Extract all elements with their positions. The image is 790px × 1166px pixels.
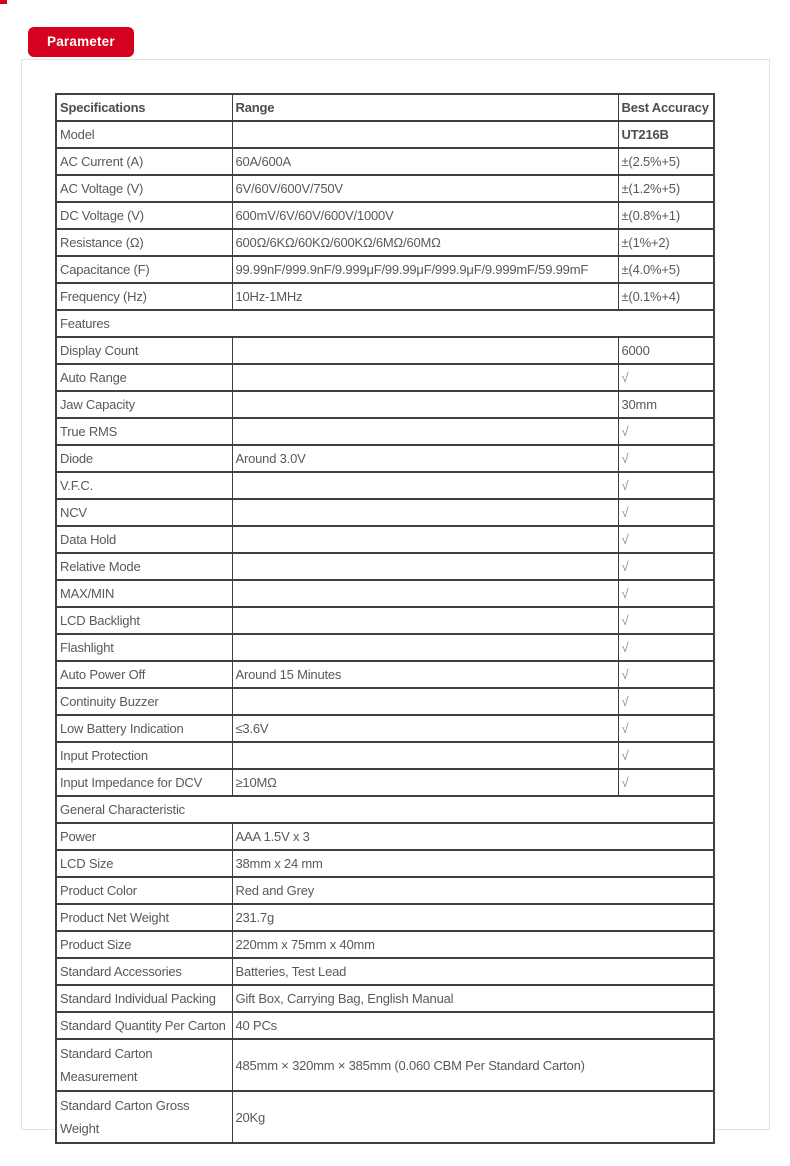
spec-label-line: Measurement — [60, 1069, 138, 1084]
spec-label-cell: Input Impedance for DCV — [56, 769, 232, 796]
accuracy-cell: √ — [618, 526, 714, 553]
spec-label-cell: MAX/MIN — [56, 580, 232, 607]
accuracy-cell: √ — [618, 472, 714, 499]
content-panel — [21, 59, 770, 1136]
table-row — [56, 931, 714, 958]
table-row — [56, 661, 714, 688]
range-cell — [232, 688, 618, 715]
spec-value-cell: 220mm x 75mm x 40mm — [232, 931, 714, 958]
table-row — [56, 553, 714, 580]
accuracy-cell: √ — [618, 553, 714, 580]
range-cell — [232, 526, 618, 553]
range-cell — [232, 634, 618, 661]
range-cell — [232, 553, 618, 580]
table-row — [56, 796, 714, 823]
range-cell: ≥10MΩ — [232, 769, 618, 796]
table-row — [56, 904, 714, 931]
spec-label-cell: AC Voltage (V) — [56, 175, 232, 202]
spec-value-cell: Red and Grey — [232, 877, 714, 904]
table-row — [56, 580, 714, 607]
spec-label-cell: Frequency (Hz) — [56, 283, 232, 310]
spec-label-cell: LCD Size — [56, 850, 232, 877]
spec-label-cell: Auto Power Off — [56, 661, 232, 688]
spec-label-cell: V.F.C. — [56, 472, 232, 499]
range-cell — [232, 580, 618, 607]
spec-label-cell: Low Battery Indication — [56, 715, 232, 742]
range-cell — [232, 391, 618, 418]
table-header-row — [56, 94, 714, 121]
table-row — [56, 121, 714, 148]
range-cell — [232, 607, 618, 634]
table-row — [56, 445, 714, 472]
spec-label-cell: Continuity Buzzer — [56, 688, 232, 715]
section-header-cell: Features — [56, 310, 714, 337]
table-row — [56, 499, 714, 526]
table-row — [56, 607, 714, 634]
range-cell: 600mV/6V/60V/600V/1000V — [232, 202, 618, 229]
accuracy-cell: √ — [618, 661, 714, 688]
spec-table-body — [56, 121, 714, 1143]
accuracy-cell: √ — [618, 499, 714, 526]
table-row — [56, 769, 714, 796]
spec-label-cell: Relative Mode — [56, 553, 232, 580]
table-row — [56, 742, 714, 769]
spec-label-cell: Diode — [56, 445, 232, 472]
table-row — [56, 958, 714, 985]
spec-value-cell: 38mm x 24 mm — [232, 850, 714, 877]
spec-value-cell: 40 PCs — [232, 1012, 714, 1039]
spec-label-line: Standard Carton — [60, 1046, 153, 1061]
spec-label-cell: Data Hold — [56, 526, 232, 553]
spec-value-cell: 485mm × 320mm × 385mm (0.060 CBM Per Standard Carton) — [232, 1039, 714, 1091]
accuracy-cell: √ — [618, 688, 714, 715]
range-cell — [232, 499, 618, 526]
spec-label-cell: Product Size — [56, 931, 232, 958]
accuracy-cell: √ — [618, 580, 714, 607]
spec-table — [55, 93, 715, 1144]
accuracy-cell: √ — [618, 364, 714, 391]
spec-label-cell: DC Voltage (V) — [56, 202, 232, 229]
table-row — [56, 472, 714, 499]
spec-label-cell: Model — [56, 121, 232, 148]
spec-label-cell: Input Protection — [56, 742, 232, 769]
table-row — [56, 850, 714, 877]
spec-label-cell: Display Count — [56, 337, 232, 364]
accuracy-cell: √ — [618, 634, 714, 661]
range-cell: 600Ω/6KΩ/60KΩ/600KΩ/6MΩ/60MΩ — [232, 229, 618, 256]
range-cell: Around 15 Minutes — [232, 661, 618, 688]
table-row — [56, 310, 714, 337]
table-row — [56, 823, 714, 850]
table-row — [56, 1012, 714, 1039]
accuracy-cell: √ — [618, 715, 714, 742]
spec-label-cell: Standard Quantity Per Carton — [56, 1012, 232, 1039]
accuracy-cell: √ — [618, 418, 714, 445]
table-row — [56, 391, 714, 418]
spec-value-cell: Batteries, Test Lead — [232, 958, 714, 985]
table-row — [56, 148, 714, 175]
accuracy-cell: ±(2.5%+5) — [618, 148, 714, 175]
table-row — [56, 202, 714, 229]
table-row — [56, 985, 714, 1012]
table-row — [56, 256, 714, 283]
accuracy-cell: ±(4.0%+5) — [618, 256, 714, 283]
table-row — [56, 418, 714, 445]
table-row — [56, 1039, 714, 1091]
accuracy-cell: ±(1.2%+5) — [618, 175, 714, 202]
accuracy-cell: √ — [618, 769, 714, 796]
section-header-cell: General Characteristic — [56, 796, 714, 823]
spec-label-cell — [56, 1091, 232, 1143]
spec-value-cell: AAA 1.5V x 3 — [232, 823, 714, 850]
spec-label-cell: Standard Accessories — [56, 958, 232, 985]
table-row — [56, 1091, 714, 1143]
table-row — [56, 634, 714, 661]
spec-label-cell: LCD Backlight — [56, 607, 232, 634]
spec-label-cell: Capacitance (F) — [56, 256, 232, 283]
table-row — [56, 715, 714, 742]
table-row — [56, 526, 714, 553]
spec-label-cell: Flashlight — [56, 634, 232, 661]
top-left-red-mark — [0, 0, 7, 4]
spec-label-cell: Auto Range — [56, 364, 232, 391]
range-cell: 60A/600A — [232, 148, 618, 175]
parameter-tab[interactable]: Parameter — [28, 27, 134, 57]
accuracy-cell: 30mm — [618, 391, 714, 418]
accuracy-cell: √ — [618, 445, 714, 472]
accuracy-cell: √ — [618, 607, 714, 634]
range-cell — [232, 121, 618, 148]
range-cell: ≤3.6V — [232, 715, 618, 742]
table-row — [56, 877, 714, 904]
range-cell: 10Hz-1MHz — [232, 283, 618, 310]
spec-label-cell: AC Current (A) — [56, 148, 232, 175]
spec-label-cell: Power — [56, 823, 232, 850]
accuracy-cell: 6000 — [618, 337, 714, 364]
spec-value-cell: Gift Box, Carrying Bag, English Manual — [232, 985, 714, 1012]
range-cell: 6V/60V/600V/750V — [232, 175, 618, 202]
spec-value-cell: 20Kg — [232, 1091, 714, 1143]
col-header-specifications: Specifications — [56, 94, 232, 121]
spec-label-cell — [56, 1039, 232, 1091]
spec-label-line: Weight — [60, 1121, 100, 1136]
range-cell: 99.99nF/999.9nF/9.999μF/99.99μF/999.9μF/9.999mF/59.99mF — [232, 256, 618, 283]
table-row — [56, 283, 714, 310]
table-row — [56, 175, 714, 202]
accuracy-cell: √ — [618, 742, 714, 769]
range-cell — [232, 418, 618, 445]
range-cell — [232, 742, 618, 769]
table-row — [56, 688, 714, 715]
accuracy-cell: ±(0.8%+1) — [618, 202, 714, 229]
range-cell — [232, 364, 618, 391]
spec-label-cell: True RMS — [56, 418, 232, 445]
spec-value-cell: 231.7g — [232, 904, 714, 931]
accuracy-cell: ±(1%+2) — [618, 229, 714, 256]
spec-label-cell: Product Color — [56, 877, 232, 904]
col-header-best-accuracy: Best Accuracy — [618, 94, 714, 121]
table-row — [56, 364, 714, 391]
table-row — [56, 337, 714, 364]
spec-label-line: Standard Carton Gross — [60, 1098, 190, 1113]
table-row — [56, 229, 714, 256]
spec-label-cell: Standard Individual Packing — [56, 985, 232, 1012]
accuracy-cell: UT216B — [618, 121, 714, 148]
range-cell — [232, 337, 618, 364]
accuracy-cell: ±(0.1%+4) — [618, 283, 714, 310]
range-cell — [232, 472, 618, 499]
spec-label-cell: Product Net Weight — [56, 904, 232, 931]
spec-label-cell: Resistance (Ω) — [56, 229, 232, 256]
col-header-range: Range — [232, 94, 618, 121]
spec-label-cell: NCV — [56, 499, 232, 526]
spec-label-cell: Jaw Capacity — [56, 391, 232, 418]
range-cell: Around 3.0V — [232, 445, 618, 472]
